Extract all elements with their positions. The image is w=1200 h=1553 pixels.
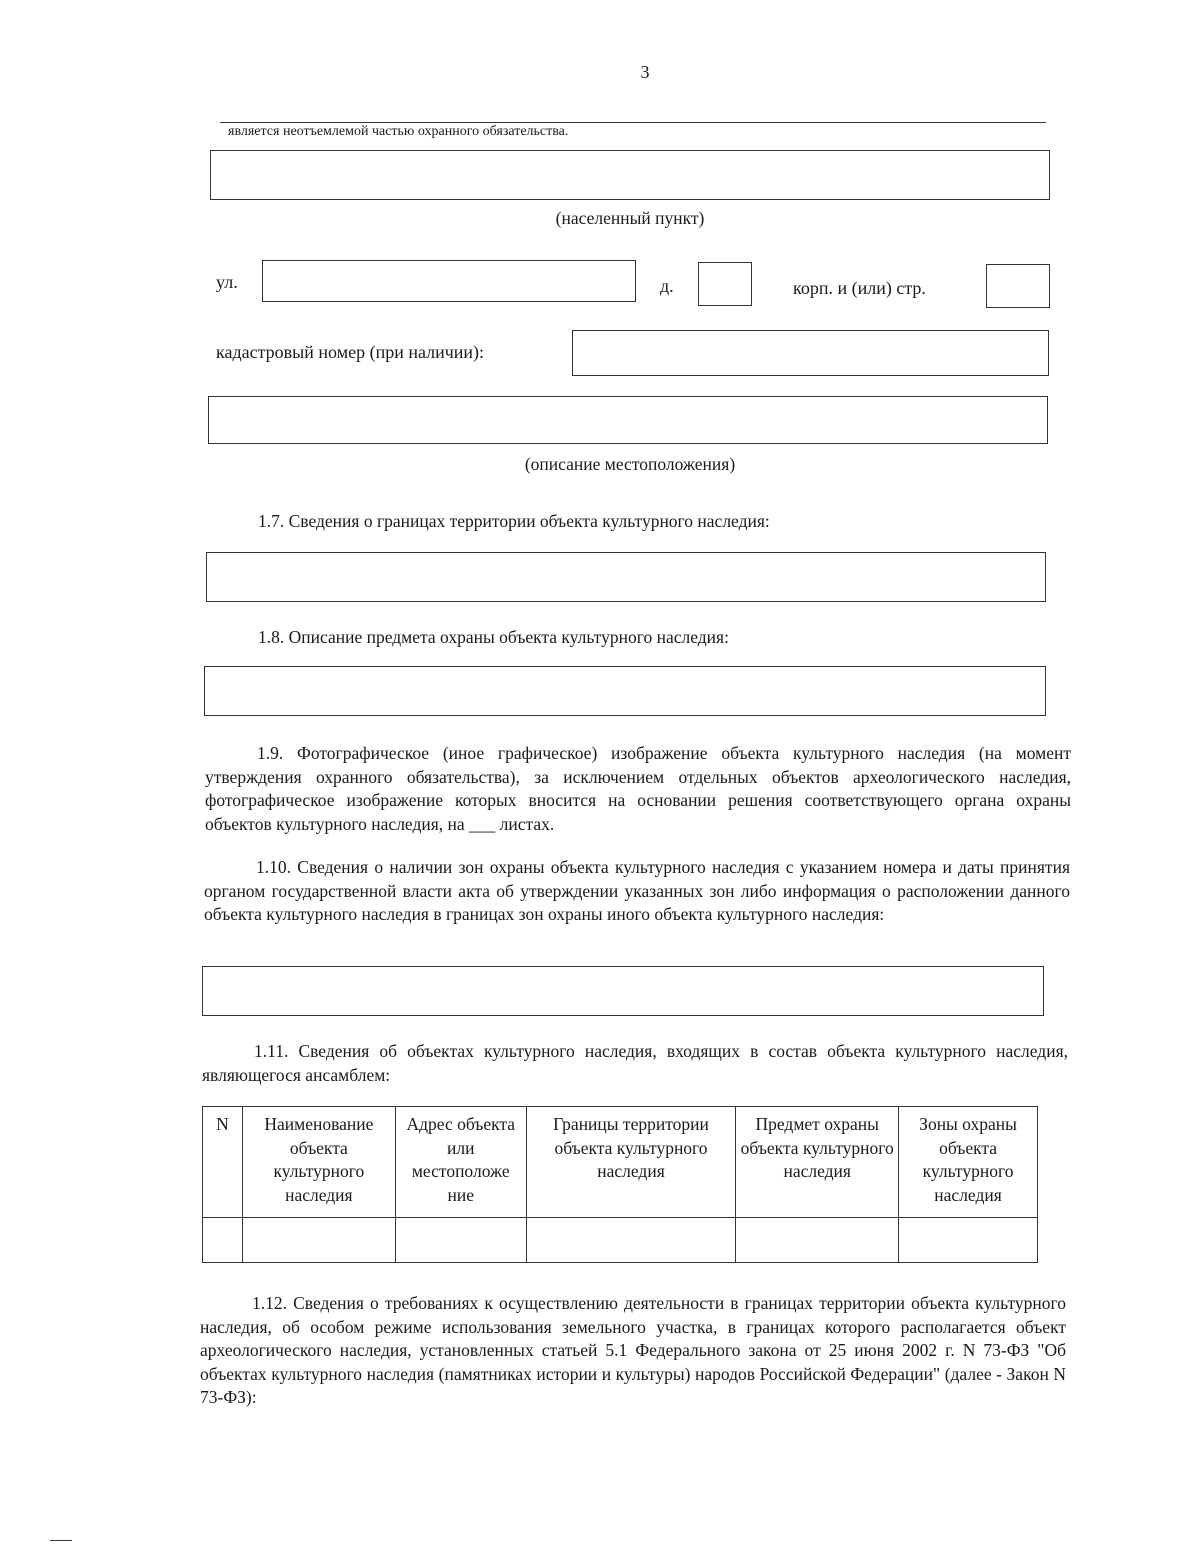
settlement-caption: (населенный пункт) bbox=[555, 208, 705, 228]
header-boundaries: Границы территории объекта культурного наследия bbox=[526, 1107, 736, 1218]
street-label: ул. bbox=[216, 272, 238, 292]
street-field[interactable] bbox=[262, 260, 636, 302]
section-1-10: 1.10. Сведения о наличии зон охраны объекта культурного наследия с указанием номера и даты принятия органом государственной власти акта об утверждении указанных зон либо информация о расположении данного объекта культурного наследия в границах зон охраны иного объекта культурного наследия: bbox=[204, 857, 1070, 924]
cadastral-field[interactable] bbox=[572, 330, 1049, 376]
page-number: 3 bbox=[640, 62, 650, 82]
protection-subject-field[interactable] bbox=[204, 666, 1046, 716]
territory-boundaries-field[interactable] bbox=[206, 552, 1046, 602]
section-1-12: 1.12. Сведения о требованиях к осуществлению деятельности в границах территории объекта культурного наследия, об особом режиме использования земельного участка, в границах которого располагается объект археологического наследия, установленных статьей 5.1 Федерального закона от 25 июня 2002 г. N 73-ФЗ "Об объектах культурного наследия (памятниках истории и культуры) народов Российской Федерации" (далее - Закон N 73-ФЗ): bbox=[200, 1293, 1066, 1407]
location-caption: (описание местоположения) bbox=[524, 454, 736, 474]
protection-zones-field[interactable] bbox=[202, 966, 1044, 1016]
table-cell[interactable] bbox=[242, 1218, 395, 1263]
building-label: корп. и (или) стр. bbox=[793, 278, 926, 298]
house-field[interactable] bbox=[698, 262, 752, 306]
header-protection-zones: Зоны охраны объекта культурного наследия bbox=[899, 1107, 1038, 1218]
table-header-row bbox=[203, 1107, 1038, 1218]
header-protection-subject: Предмет охраны объекта культурного наследия bbox=[736, 1107, 899, 1218]
table-row bbox=[203, 1218, 1038, 1263]
section-1-9: 1.9. Фотографическое (иное графическое) изображение объекта культурного наследия (на момент утверждения охранного обязательства), за исключением отдельных объектов археологического наследия, фотографическое изображение которых вносится на основании решения соответствующего органа охраны объектов культурного наследия, на ___ листах. bbox=[205, 743, 1071, 834]
top-note: является неотъемлемой частью охранного обязательства. bbox=[228, 124, 569, 139]
building-field[interactable] bbox=[986, 264, 1050, 308]
header-address: Адрес объекта или местоположе ние bbox=[395, 1107, 526, 1218]
section-1-11: 1.11. Сведения об объектах культурного наследия, входящих в состав объекта культурного наследия, являющегося ансамблем: bbox=[202, 1041, 1068, 1085]
top-rule bbox=[220, 122, 1046, 123]
table-cell[interactable] bbox=[526, 1218, 736, 1263]
table-cell[interactable] bbox=[899, 1218, 1038, 1263]
header-number: N bbox=[203, 1107, 243, 1218]
table-cell[interactable] bbox=[203, 1218, 243, 1263]
settlement-field[interactable] bbox=[210, 150, 1050, 200]
section-1-8: 1.8. Описание предмета охраны объекта культурного наследия: bbox=[258, 627, 729, 647]
header-name: Наименование объекта культурного наследия bbox=[242, 1107, 395, 1218]
footer-mark bbox=[50, 1540, 72, 1541]
ensemble-table bbox=[202, 1106, 1038, 1263]
house-label: д. bbox=[660, 276, 674, 296]
table-cell[interactable] bbox=[395, 1218, 526, 1263]
table-cell[interactable] bbox=[736, 1218, 899, 1263]
cadastral-label: кадастровый номер (при наличии): bbox=[216, 342, 485, 362]
location-field[interactable] bbox=[208, 396, 1048, 444]
section-1-7: 1.7. Сведения о границах территории объекта культурного наследия: bbox=[258, 511, 770, 531]
